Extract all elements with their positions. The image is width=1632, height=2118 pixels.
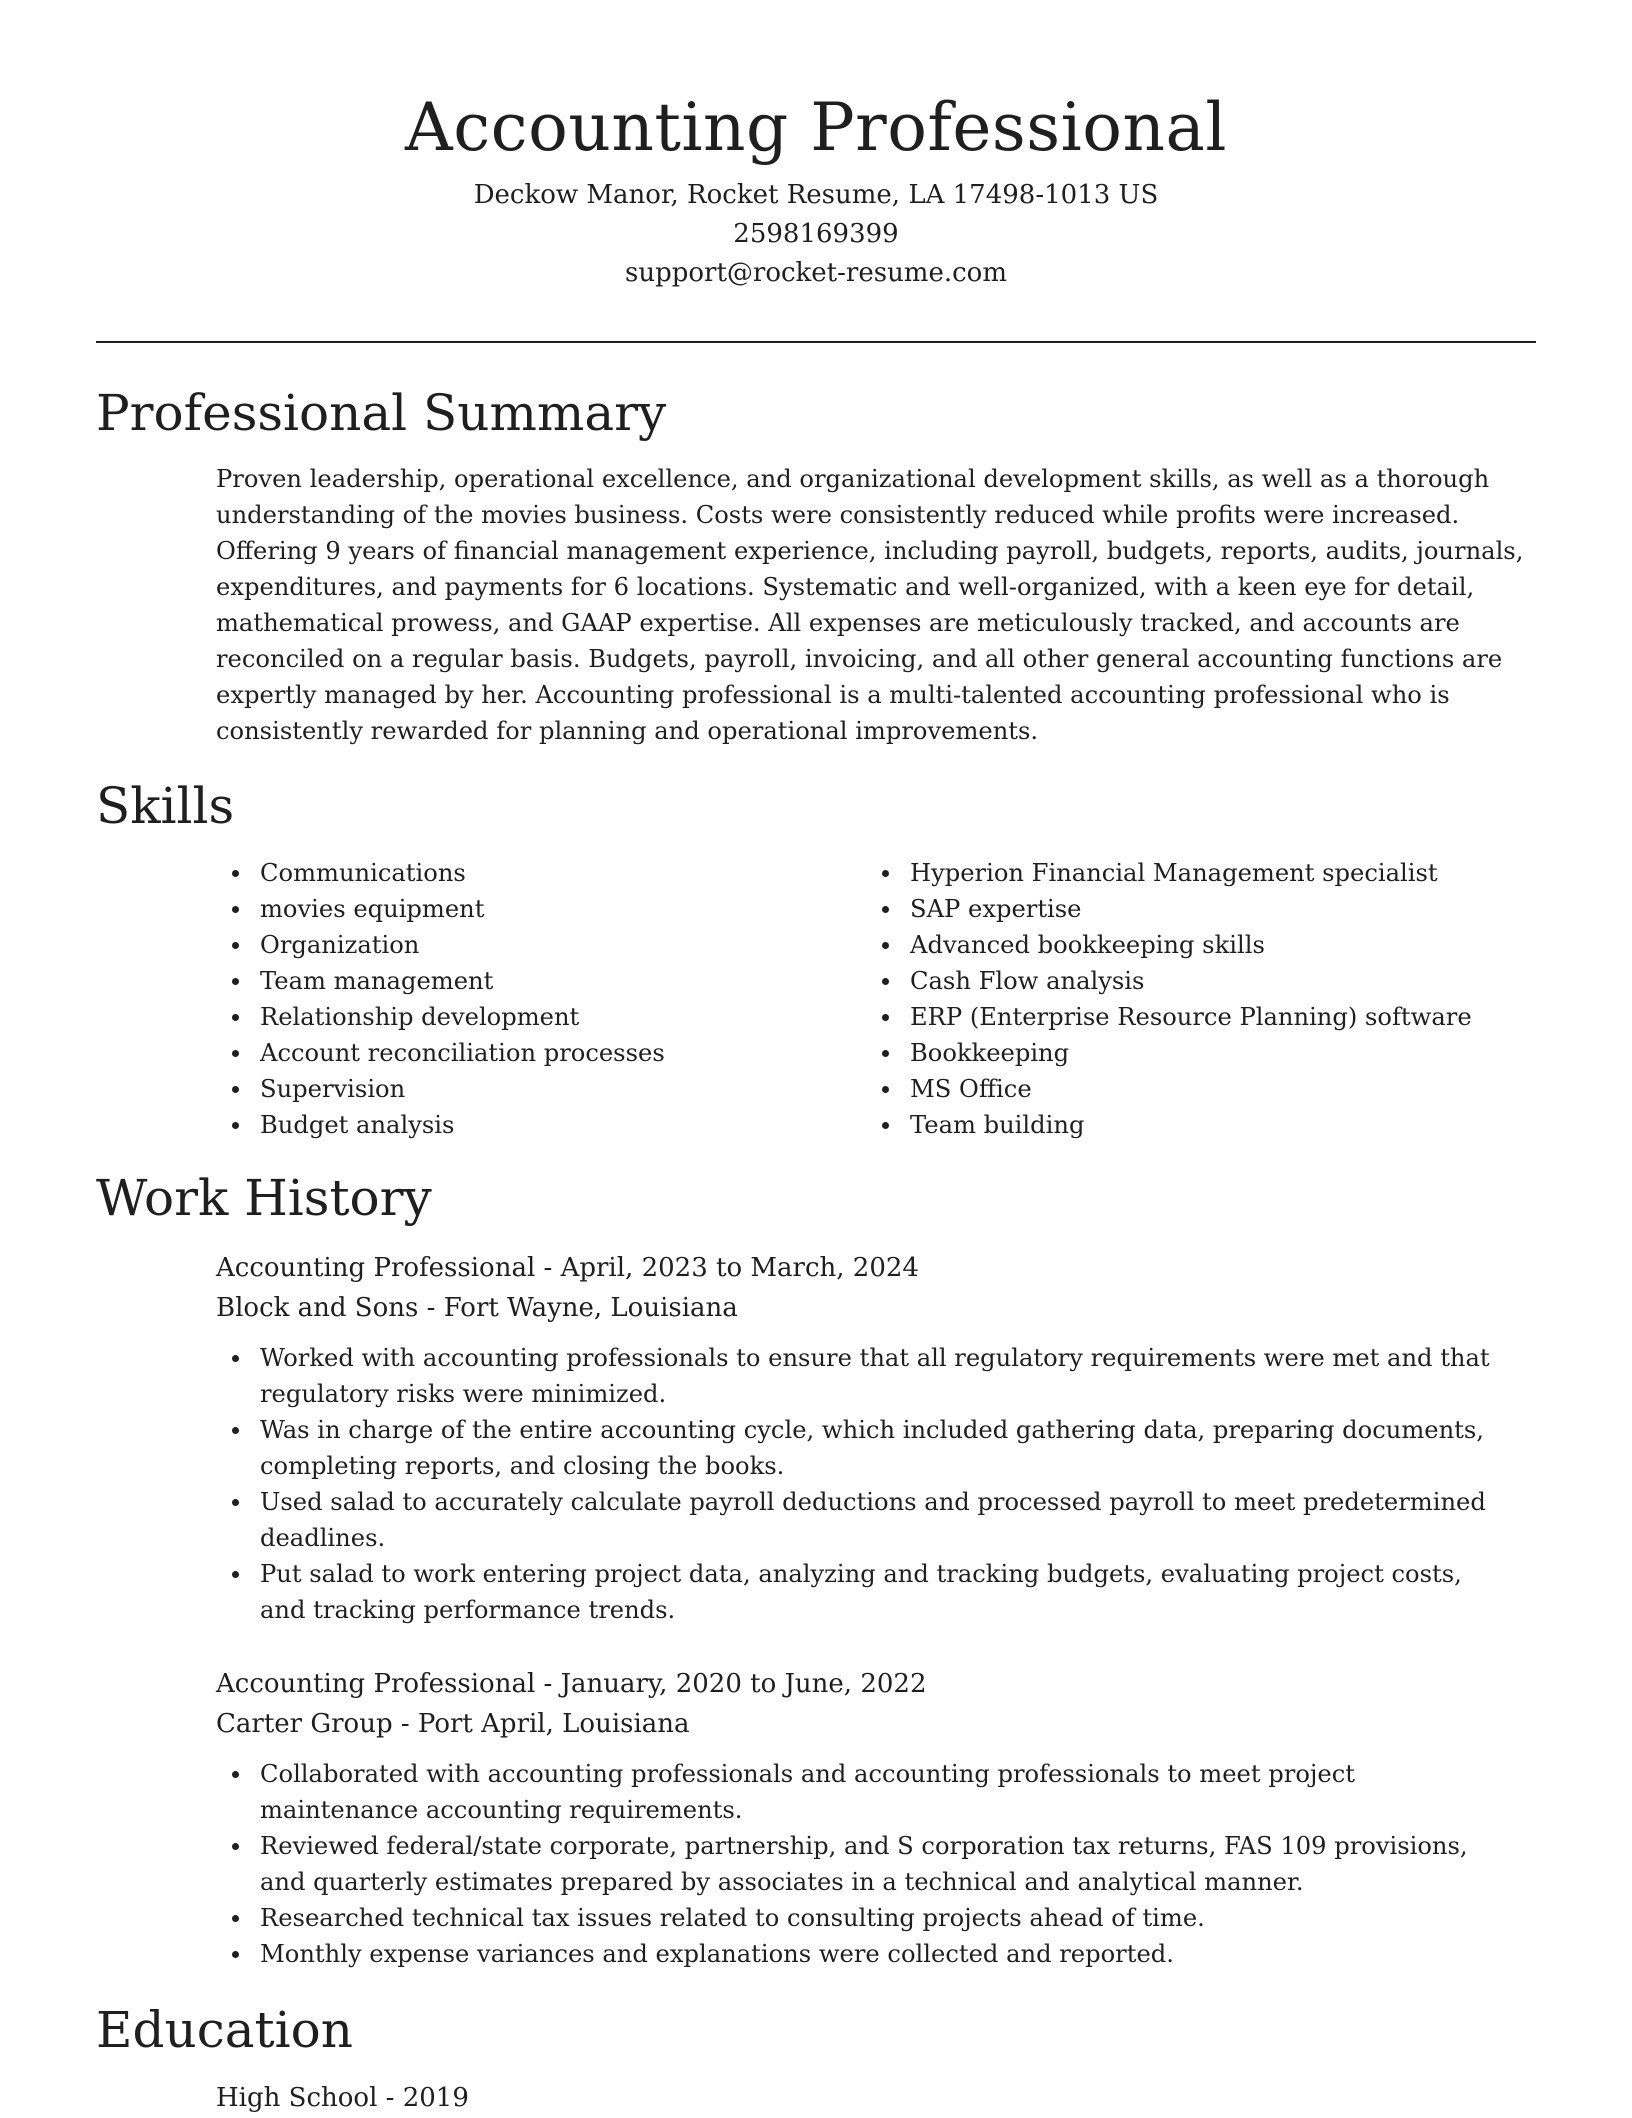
responsibility-item: Used salad to accurately calculate payroll deductions and processed payroll to meet predetermined deadlines. [216,1484,1506,1556]
job-entry [216,1248,1536,1628]
job-location: - Port April, Louisiana [392,1709,690,1739]
skill-item: Hyperion Financial Management specialist [866,855,1506,891]
skill-item: MS Office [866,1071,1506,1107]
skill-item: Communications [216,855,856,891]
skills-column-right [866,855,1506,1143]
candidate-name: Accounting Professional [405,89,1227,166]
job-title: Accounting Professional [216,1669,536,1699]
job-location: - Fort Wayne, Louisiana [418,1293,738,1323]
job-responsibilities [216,1340,1506,1628]
skill-item: ERP (Enterprise Resource Planning) software [866,999,1506,1035]
work-history-heading: Work History [96,1169,432,1227]
skill-item: Bookkeeping [866,1035,1506,1071]
email-text: support@rocket-resume.com [624,258,1007,288]
job-company: Carter Group [216,1709,393,1739]
skill-item: Advanced bookkeeping skills [866,927,1506,963]
job-title: Accounting Professional [216,1253,536,1283]
education-entry [216,2078,469,2118]
job-dates: - April, 2023 to March, 2024 [535,1253,919,1283]
address-text: Deckow Manor, Rocket Resume, LA 17498-1013 US [473,180,1159,210]
responsibility-item: Reviewed federal/state corporate, partnership, and S corporation tax returns, FAS 109 provisions, and quarterly estimates prepared by associates in a technical and analytical manner. [216,1828,1506,1900]
skill-item: Relationship development [216,999,856,1035]
skill-item: Budget analysis [216,1107,856,1143]
skill-item: Team management [216,963,856,999]
skills-heading: Skills [96,777,235,835]
job-company-line [216,1704,1536,1744]
job-company-line [216,1288,1536,1328]
skill-item: SAP expertise [866,891,1506,927]
responsibility-item: Worked with accounting professionals to ensure that all regulatory requirements were met and that regulatory risks were minimized. [216,1340,1506,1412]
summary-heading: Professional Summary [96,384,667,442]
education-year: - 2019 [377,2083,469,2113]
contact-info [96,176,1536,293]
responsibility-item: Put salad to work entering project data, analyzing and tracking budgets, evaluating project costs, and tracking performance trends. [216,1556,1506,1628]
skill-item: Supervision [216,1071,856,1107]
skill-item: movies equipment [216,891,856,927]
resume-header [96,80,1536,293]
skills-column-left [216,855,856,1143]
job-company: Block and Sons [216,1293,419,1323]
job-title-line [216,1664,1536,1704]
responsibility-item: Researched technical tax issues related to consulting projects ahead of time. [216,1900,1506,1936]
responsibility-item: Collaborated with accounting professionals and accounting professionals to meet project maintenance accounting requirements. [216,1756,1506,1828]
job-entry [216,1664,1536,1972]
phone-text: 2598169399 [733,219,899,249]
responsibility-item: Monthly expense variances and explanations were collected and reported. [216,1936,1506,1972]
skill-item: Cash Flow analysis [866,963,1506,999]
skill-item: Organization [216,927,856,963]
education-heading: Education [96,2001,353,2059]
skill-item: Team building [866,1107,1506,1143]
job-title-line [216,1248,1536,1288]
header-divider [96,341,1536,343]
responsibility-item: Was in charge of the entire accounting cycle, which included gathering data, preparing documents, completing reports, and closing the books. [216,1412,1506,1484]
skill-item: Account reconciliation processes [216,1035,856,1071]
job-dates: - January, 2020 to June, 2022 [535,1669,927,1699]
job-responsibilities [216,1756,1506,1972]
education-degree: High School [216,2083,378,2113]
summary-paragraph: Proven leadership, operational excellence, and organizational development skills, as well as a thorough understanding of the movies business. Costs were consistently reduced while profits were increased. Offering 9 years of financial management experience, including payroll, budgets, reports, audits, journals, expenditures, and payments for 6 locations. Systematic and well-organized, with a keen eye for detail, mathematical prowess, and GAAP expertise. All expenses are meticulously tracked, and accounts are reconciled on a regular basis. Budgets, payroll, invoicing, and all other general accounting functions are expertly managed by her. Accounting professional is a multi-talented accounting professional who is consistently rewarded for planning and operational improvements. [216,465,1524,745]
